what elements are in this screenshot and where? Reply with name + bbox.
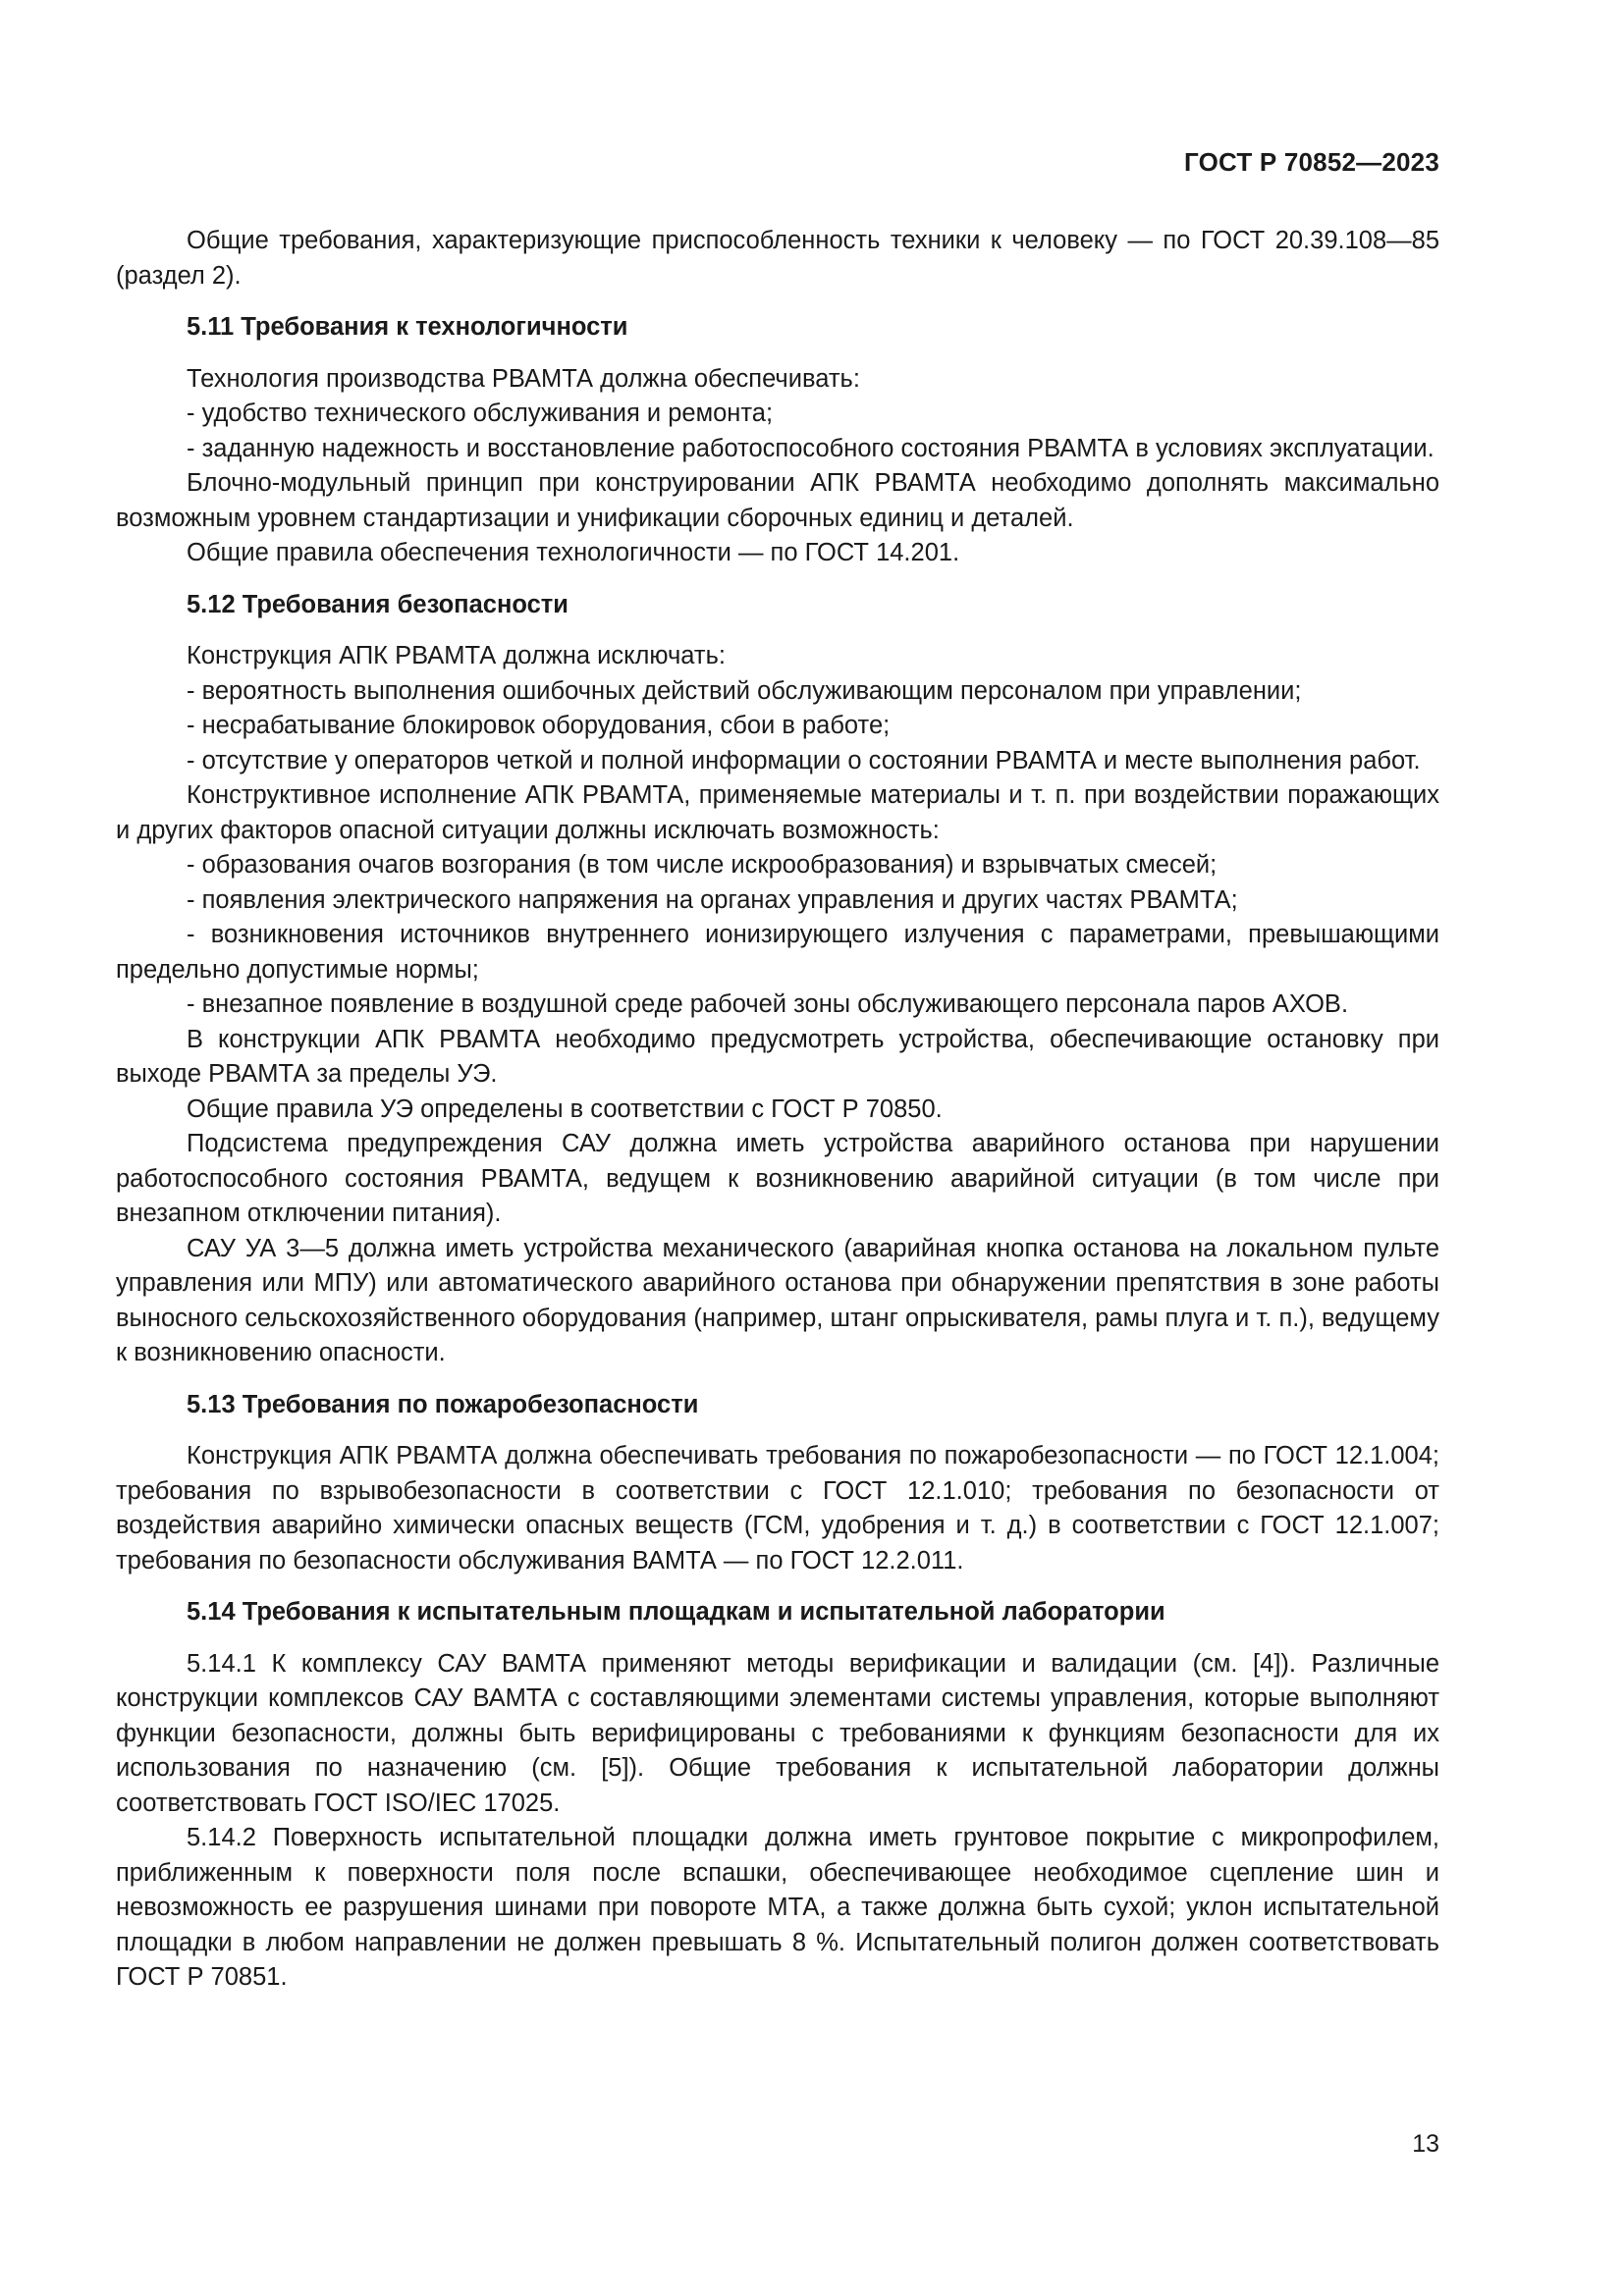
paragraph: Конструкция АПК РВАМТА должна обеспечивать требования по пожаробезопасности — по ГОСТ 12.1.004; требования по взрывобезопасности в соответствии с ГОСТ 12.1.010; требования по безопасности от воздействия аварийно химически опасных веществ (ГСМ, удобрения и т. д.) в соответствии с ГОСТ 12.1.007; требования по безопасности обслуживания ВАМТА — по ГОСТ 12.2.011.	[116, 1442, 1439, 1575]
paragraph: 5.14.1 К комплексу САУ ВАМТА применяют методы верификации и валидации (см. [4]). Различные конструкции комплексов САУ ВАМТА с составляющими элементами системы управления, которые выполняют функции безопасности, должны быть верифицированы с требованиями к функциям безопасности для их использования по назначению (см. [5]). Общие требования к испытательной лаборатории должны соответствовать ГОСТ ISO/IEC 17025.	[116, 1649, 1439, 1817]
page-header: ГОСТ Р 70852—2023	[1184, 147, 1439, 177]
paragraph: - появления электрического напряжения на органах управления и других частях РВАМТА;	[187, 885, 1238, 914]
paragraph: САУ УА 3—5 должна иметь устройства механического (аварийная кнопка останова на локальном пульте управления или МПУ) или автоматического аварийного останова при обнаружении препятствия в зоне работы выносного сельскохозяйственного оборудования (например, штанг опрыскивателя, рамы плуга и т. п.), ведущему к возникновению опасности.	[116, 1234, 1439, 1366]
paragraph: - заданную надежность и восстановление работоспособного состояния РВАМТА в условиях эксплуатации.	[187, 434, 1435, 462]
paragraph: - образования очагов возгорания (в том числе искрообразования) и взрывчатых смесей;	[187, 851, 1218, 879]
paragraph: - несрабатывание блокировок оборудования, сбои в работе;	[187, 712, 891, 739]
paragraph: - удобство технического обслуживания и ремонта;	[187, 400, 774, 427]
page-number: 13	[1412, 2130, 1439, 2158]
paragraph: В конструкции АПК РВАМТА необходимо предусмотреть устройства, обеспечивающие остановку при выходе РВАМТА за пределы УЭ.	[116, 1025, 1439, 1088]
paragraph: Общие требования, характеризующие приспособленность техники к человеку — по ГОСТ 20.39.108—85 (раздел 2).	[116, 227, 1439, 290]
section-heading: 5.12 Требования безопасности	[187, 590, 568, 618]
document-body	[116, 224, 1439, 1996]
paragraph: - отсутствие у операторов четкой и полной информации о состоянии РВАМТА и месте выполнения работ.	[187, 746, 1421, 774]
paragraph: Конструкция АПК РВАМТА должна исключать:	[187, 642, 726, 669]
paragraph: Подсистема предупреждения САУ должна иметь устройства аварийного останова при нарушении работоспособного состояния РВАМТА, ведущем к возникновению аварийной ситуации (в том числе при внезапном отключении питания).	[116, 1130, 1439, 1227]
paragraph: Конструктивное исполнение АПК РВАМТА, применяемые материалы и т. п. при воздействии поражающих и других факторов опасной ситуации должны исключать возможность:	[116, 781, 1439, 844]
paragraph: Технология производства РВАМТА должна обеспечивать:	[187, 364, 860, 393]
section-heading: 5.11 Требования к технологичности	[187, 313, 628, 341]
paragraph: - вероятность выполнения ошибочных действий обслуживающим персоналом при управлении;	[187, 676, 1302, 705]
section-heading: 5.14 Требования к испытательным площадкам и испытательной лаборатории	[187, 1598, 1165, 1626]
paragraph: Общие правила обеспечения технологичности — по ГОСТ 14.201.	[187, 539, 960, 566]
paragraph: - возникновения источников внутреннего ионизирующего излучения с параметрами, превышающими предельно допустимые нормы;	[116, 921, 1439, 984]
paragraph: Общие правила УЭ определены в соответствии с ГОСТ Р 70850.	[187, 1095, 943, 1123]
section-heading: 5.13 Требования по пожаробезопасности	[187, 1390, 699, 1418]
paragraph: 5.14.2 Поверхность испытательной площадки должна иметь грунтовое покрытие с микропрофилем, приближенным к поверхности поля после вспашки, обеспечивающее необходимое сцепление шин и невозможность ее разрушения шинами при повороте МТА, а также должна быть сухой; уклон испытательной площадки в любом направлении не должен превышать 8 %. Испытательный полигон должен соответствовать ГОСТ Р 70851.	[116, 1824, 1439, 1991]
paragraph: Блочно-модульный принцип при конструировании АПК РВАМТА необходимо дополнять максимально возможным уровнем стандартизации и унификации сборочных единиц и деталей.	[116, 469, 1439, 532]
paragraph: - внезапное появление в воздушной среде рабочей зоны обслуживающего персонала паров АХОВ.	[187, 990, 1349, 1018]
